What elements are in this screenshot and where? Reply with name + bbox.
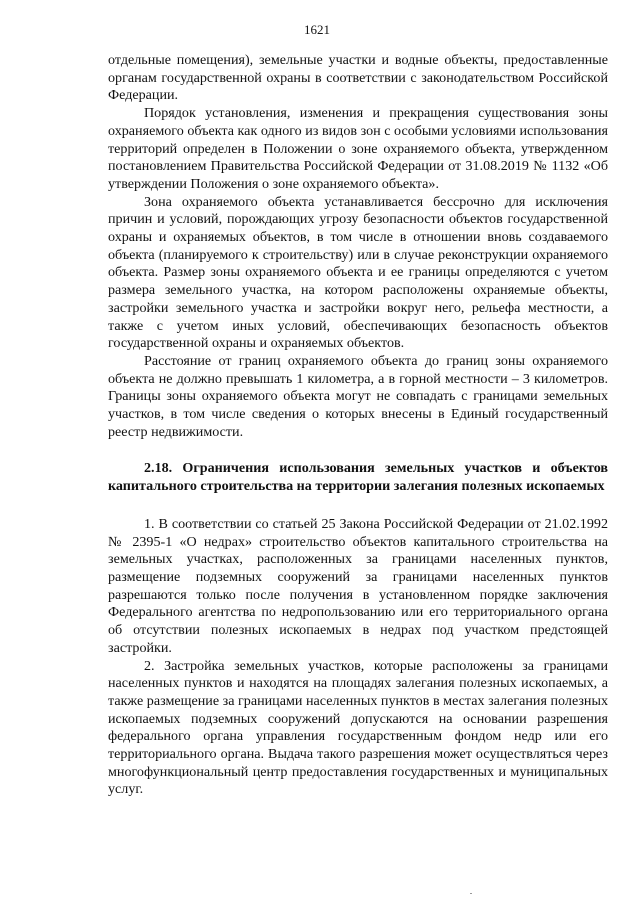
paragraph-zone-distance: Расстояние от границ охраняемого объекта до границ зоны охраняемого объекта не должно превышать 1 километра, а в горной местности – 3 километров. Границы зоны охраняемого объекта могут не совпадать с границами земельных участков, в том числе сведения о которых внесены в Единый государственный реестр недвижимости. [108,352,608,440]
section-heading: 2.18. Ограничения использования земельных участков и объектов капитального строительства на территории залегания полезных ископаемых [108,460,608,495]
scan-speck [470,893,472,894]
document-body [108,52,608,799]
paragraph-zone-establishment: Зона охраняемого объекта устанавливается бессрочно для исключения причин и условий, порождающих угрозу безопасности объектов государственной охраны и охраняемых объектов, в том числе в отношении вновь создаваемого объекта (планируемого к строительству) или в случае реконструкции охраняемого объекта. Размер зоны охраняемого объекта и ее границы определяются с учетом размера земельного участка, на котором расположены охраняемые объекты, застройки земельного участка и застройки вокруг него, рельефа местности, а также с учетом иных условий, обеспечивающих безопасность объектов государственной охраны и охраняемых объектов. [108,193,608,352]
page-number: 1621 [304,22,330,37]
paragraph-item-1: 1. В соответствии со статьей 25 Закона Российской Федерации от 21.02.1992 № 2395-1 «О недрах» строительство объектов капитального строительства на земельных участках, расположенных за границами населенных пунктов, размещение подземных сооружений за границами населенных пунктов разрешаются только после получения в установленном порядке заключения Федерального агентства по недропользованию или его территориального органа об отсутствии полезных ископаемых в недрах под участком предстоящей застройки. [108,515,608,656]
paragraph-continuation: отдельные помещения), земельные участки и водные объекты, предоставленные органам государственной охраны в соответствии с законодательством Российской Федерации. [108,52,608,104]
paragraph-zone-procedure: Порядок установления, изменения и прекращения существования зоны охраняемого объекта как одного из видов зон с особыми условиями использования территорий определен в Положении о зоне охраняемого объекта, утвержденном постановлением Правительства Российской Федерации от 31.08.2019 № 1132 «Об утверждении Положения о зоне охраняемого объекта». [108,105,608,192]
paragraph-item-2: 2. Застройка земельных участков, которые расположены за границами населенных пунктов и находятся на площадях залегания полезных ископаемых, а также размещение за границами населенных пунктов в местах залегания полезных ископаемых подземных сооружений допускаются на основании разрешения федерального органа управления государственным фондом недр или его территориального органа. Выдача такого разрешения может осуществляться через многофункциональный центр предоставления государственных и муниципальных услуг. [108,657,608,798]
